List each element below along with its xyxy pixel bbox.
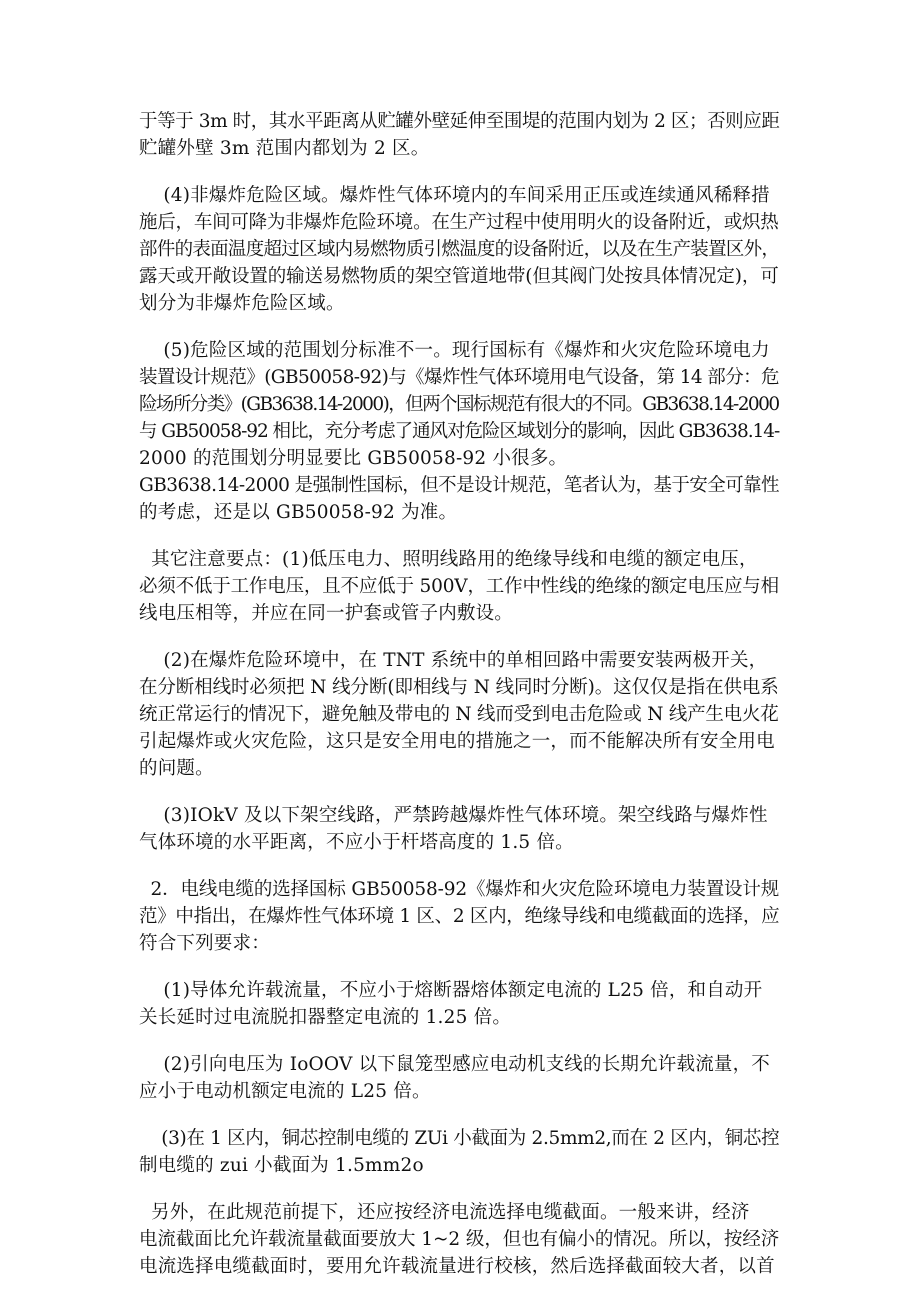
text-line: 施后，车间可降为非爆炸危险环境。在生产过程中使用明火的设备附近，或炽热 — [139, 212, 779, 233]
paragraph — [139, 108, 779, 162]
paragraph — [139, 876, 779, 957]
text-line: 露天或开敞设置的输送易燃物质的架空管道地带(但其阀门处按具体情况定)，可 — [139, 266, 779, 287]
text-line: 电流截面比允许载流量截面要放大 1~2 级，但也有偏小的情况。所以，按经济 — [139, 1229, 780, 1250]
paragraph-gap — [139, 782, 779, 802]
paragraph — [139, 977, 779, 1031]
text-line: 险场所分类》(GB3638.14-2000)，但两个国标规范有很大的不同。GB3638.14-2000 — [139, 394, 779, 415]
text-line: 的问题。 — [139, 758, 214, 779]
text-line: (3)IOkV 及以下架空线路，严禁跨越爆炸性气体环境。架空线路与爆炸性 — [139, 805, 768, 826]
paragraph-gap — [139, 957, 779, 977]
text-line: 的考虑，还是以 GB50058-92 为准。 — [139, 502, 458, 523]
paragraph-gap — [139, 317, 779, 337]
paragraph-gap — [139, 1031, 779, 1051]
text-line: (2)在爆炸危险环境中，在 TNT 系统中的单相回路中需要安装两极开关， — [139, 650, 768, 671]
text-line: 在分断相线时必须把 N 线分断(即相线与 N 线同时分断)。这仅仅是指在供电系 — [139, 677, 779, 698]
text-line: 范》中指出，在爆炸性气体环境 1 区、2 区内，绝缘导线和电缆截面的选择，应 — [139, 906, 780, 927]
paragraph — [139, 1051, 779, 1105]
text-line: 符合下列要求： — [139, 933, 270, 954]
paragraph — [139, 182, 779, 317]
document-page — [139, 108, 779, 1280]
text-line: 于等于 3m 时，其水平距离从贮罐外壁延伸至围堤的范围内划为 2 区；否则应距 — [139, 111, 780, 132]
text-line: (2)引向电压为 IoOOV 以下鼠笼型感应电动机支线的长期允许载流量，不 — [139, 1054, 771, 1075]
paragraph — [139, 1199, 779, 1280]
text-line: 贮罐外壁 3m 范围内都划为 2 区。 — [139, 138, 430, 159]
paragraph — [139, 1125, 779, 1179]
text-line: 其它注意要点：(1)低压电力、照明线路用的绝缘导线和电缆的额定电压， — [139, 549, 758, 570]
text-line: 装置设计规范》(GB50058-92)与《爆炸性气体环境用电气设备，第 14 部分：危 — [139, 367, 779, 388]
text-line: 另外，在此规范前提下，还应按经济电流选择电缆截面。一般来讲，经济 — [139, 1202, 750, 1223]
text-line: (1)导体允许载流量，不应小于熔断器熔体额定电流的 L25 倍，和自动开 — [139, 980, 763, 1001]
paragraph-gap — [139, 627, 779, 647]
text-line: 气体环境的水平距离，不应小于杆塔高度的 1.5 倍。 — [139, 832, 574, 853]
paragraph — [139, 337, 779, 526]
text-line: GB3638.14-2000 是强制性国标，但不是设计规范，笔者认为，基于安全可靠性 — [139, 475, 779, 496]
text-line: 统正常运行的情况下，避免触及带电的 N 线而受到电击危险或 N 线产生电火花 — [139, 704, 779, 725]
text-line: 必须不低于工作电压，且不应低于 500V，工作中性线的绝缘的额定电压应与相 — [139, 576, 779, 597]
paragraph — [139, 802, 779, 856]
text-line: (4)非爆炸危险区域。爆炸性气体环境内的车间采用正压或连续通风稀释措 — [139, 185, 770, 206]
text-line: 电流选择电缆截面时，要用允许载流量进行校核，然后选择截面较大者，以首 — [139, 1256, 775, 1277]
text-line: 2000 的范围划分明显要比 GB50058-92 小很多。 — [139, 448, 568, 469]
text-line: (3)在 1 区内，铜芯控制电缆的 ZUi 小截面为 2.5mm2,而在 2 区内，铜芯控 — [139, 1128, 780, 1149]
paragraph-gap — [139, 162, 779, 182]
paragraph-gap — [139, 1179, 779, 1199]
paragraph-gap — [139, 1105, 779, 1125]
text-line: 应小于电动机额定电流的 L25 倍。 — [139, 1081, 431, 1102]
text-line: 引起爆炸或火灾危险，这只是安全用电的措施之一，而不能解决所有安全用电 — [139, 731, 775, 752]
paragraph-gap — [139, 856, 779, 876]
text-line: 划分为非爆炸危险区域。 — [139, 293, 345, 314]
paragraph-gap — [139, 526, 779, 546]
text-line: 线电压相等，并应在同一护套或管子内敷设。 — [139, 603, 514, 624]
text-line: 与 GB50058-92 相比，充分考虑了通风对危险区域划分的影响，因此 GB3638.14- — [139, 421, 780, 442]
paragraph — [139, 546, 779, 627]
text-line: 关长延时过电流脱扣器整定电流的 1.25 倍。 — [139, 1007, 512, 1028]
text-line: 部件的表面温度超过区域内易燃物质引燃温度的设备附近，以及在生产装置区外， — [139, 239, 780, 260]
text-line: 2．电线电缆的选择国标 GB50058-92《爆炸和火灾危险环境电力装置设计规 — [139, 879, 780, 900]
text-line: 制电缆的 zui 小截面为 1.5mm2o — [139, 1155, 424, 1176]
text-line: (5)危险区域的范围划分标准不一。现行国标有《爆炸和火灾危险环境电力 — [139, 340, 770, 361]
paragraph — [139, 647, 779, 782]
